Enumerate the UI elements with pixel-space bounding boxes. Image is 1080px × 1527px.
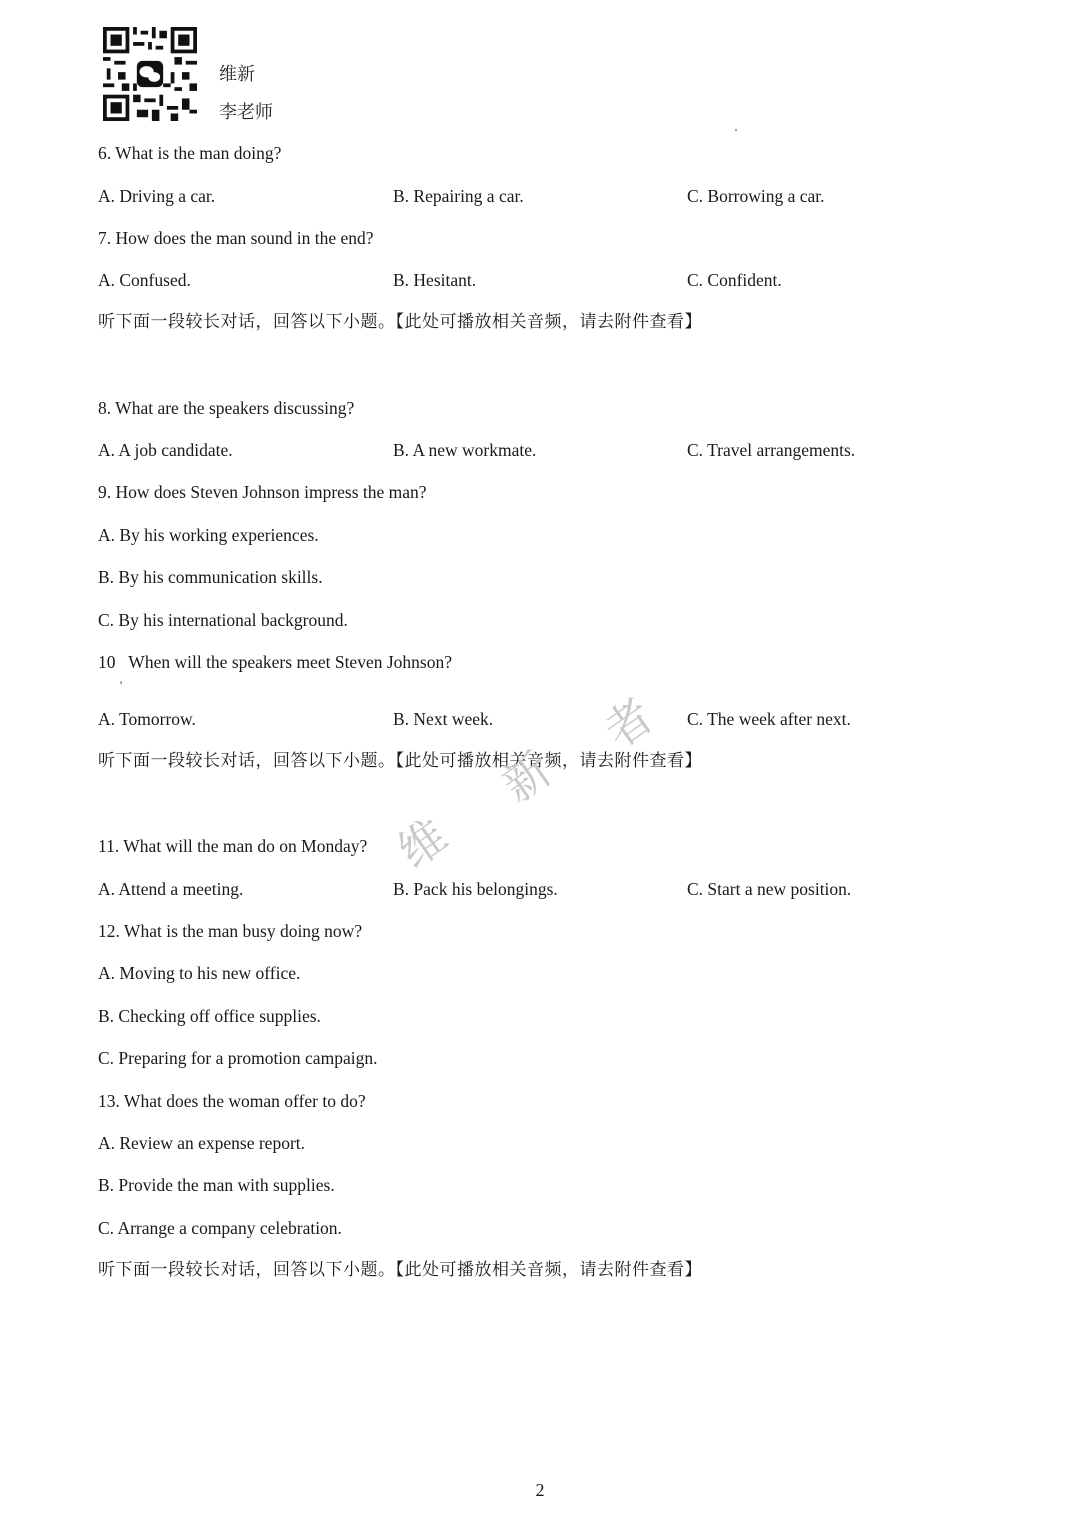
q11-option-a: A. Attend a meeting. — [98, 879, 244, 899]
q9-option-c: C. By his international background. — [98, 610, 348, 630]
q11-option-b: B. Pack his belongings. — [393, 879, 558, 899]
q13-option-b: B. Provide the man with supplies. — [98, 1175, 335, 1195]
q7-option-a: A. Confused. — [98, 270, 191, 290]
question-11: 11. What will the man do on Monday? — [98, 836, 368, 856]
q7-option-b: B. Hesitant. — [393, 270, 477, 290]
q8-option-b: B. A new workmate. — [393, 440, 537, 460]
q13-option-c: C. Arrange a company celebration. — [98, 1218, 342, 1238]
listening-instruction: 听下面一段较长对话，回答以下小题。【此处可播放相关音频，请去附件查看】 — [98, 751, 702, 771]
q11-option-c: C. Start a new position. — [687, 879, 852, 899]
listening-instruction: 听下面一段较长对话，回答以下小题。【此处可播放相关音频，请去附件查看】 — [98, 1260, 702, 1280]
q8-option-a: A. A job candidate. — [98, 440, 233, 460]
question-12: 12. What is the man busy doing now? — [98, 921, 363, 941]
watermark-char: 者 — [594, 688, 664, 759]
stray-dot — [735, 129, 737, 131]
listening-instruction: 听下面一段较长对话，回答以下小题。【此处可播放相关音频，请去附件查看】 — [98, 312, 702, 332]
brand-name: 维新 — [219, 64, 255, 85]
q9-option-a: A. By his working experiences. — [98, 525, 319, 545]
qr-code-icon — [103, 27, 197, 121]
q10-option-a: A. Tomorrow. — [98, 709, 196, 729]
brand-teacher: 李老师 — [219, 102, 273, 123]
stray-tick: ' — [120, 678, 123, 692]
q12-option-a: A. Moving to his new office. — [98, 963, 301, 983]
q6-option-c: C. Borrowing a car. — [687, 186, 825, 206]
question-7: 7. How does the man sound in the end? — [98, 228, 374, 248]
q12-option-c: C. Preparing for a promotion campaign. — [98, 1048, 378, 1068]
q6-option-a: A. Driving a car. — [98, 186, 216, 206]
question-9: 9. How does Steven Johnson impress the man? — [98, 482, 427, 502]
q7-option-c: C. Confident. — [687, 270, 782, 290]
q9-option-b: B. By his communication skills. — [98, 567, 323, 587]
q8-option-c: C. Travel arrangements. — [687, 440, 856, 460]
question-10: 10 When will the speakers meet Steven Johnson? — [98, 652, 452, 672]
q6-option-b: B. Repairing a car. — [393, 186, 524, 206]
q13-option-a: A. Review an expense report. — [98, 1133, 306, 1153]
q10-option-b: B. Next week. — [393, 709, 494, 729]
page-number: 2 — [535, 1480, 545, 1500]
q12-option-b: B. Checking off office supplies. — [98, 1006, 321, 1026]
q10-option-c: C. The week after next. — [687, 709, 851, 729]
watermark-char: 维 — [388, 808, 458, 879]
question-6: 6. What is the man doing? — [98, 143, 282, 163]
question-13: 13. What does the woman offer to do? — [98, 1091, 366, 1111]
watermark-char: 新 — [492, 742, 562, 813]
question-8: 8. What are the speakers discussing? — [98, 398, 355, 418]
